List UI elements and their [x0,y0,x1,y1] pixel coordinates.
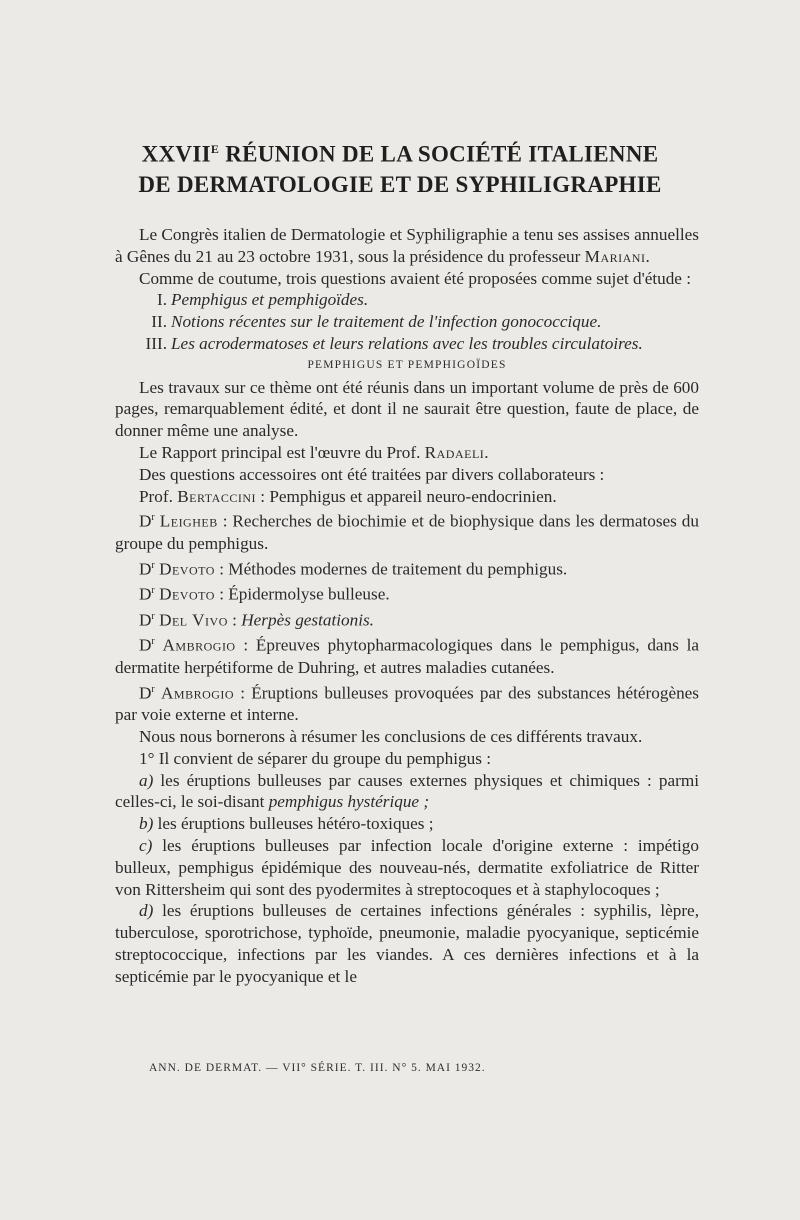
intro-paragraph-2: Comme de coutume, trois questions avaient été proposées comme sujet d'étude : [139,268,692,288]
question-number: II. [151,312,167,332]
dr-title: D [139,610,152,630]
dr-superscript: r [151,636,155,648]
contributor-topic: : Méthodes modernes de traitement du pemphigus. [214,559,568,579]
list-text: les éruptions bulleuses de certaines infections générales : syphilis, lèpre, tuberculose, sporotrichose, typhoïde, pneumonie, maladie pyocyanique, septicémie streptococcique, infections par les viandes. A ces dernières infections et à la septicémie par le pyocyanique et le [115,901,699,986]
section-paragraph-5: 1° Il convient de séparer du groupe du pemphigus : [139,748,491,768]
dr-title: D [139,512,152,532]
prof-title: Prof. [139,486,178,506]
contributor-ambrogio-2 [115,679,699,726]
list-item-a [115,770,699,814]
article-title [0,134,800,200]
intro-paragraph-1 [115,224,699,268]
title-superscript: E [210,142,220,156]
contributor-topic: : Épidermolyse bulleuse. [214,584,390,604]
intro-p1-text: Le Congrès italien de Dermatologie et Syphiligraphie a tenu ses assises annuelles à Gênes du 21 au 23 octobre 1931, sous la présidence du professeur [115,225,699,266]
author-name-radaeli: Radaeli [424,442,485,462]
section-p2-text: Le Rapport principal est l'œuvre du Prof. [139,442,425,462]
section-paragraph-3: Des questions accessoires ont été traitées par divers collaborateurs : [139,464,605,484]
dr-superscript: r [151,559,155,571]
question-text: Notions récentes sur le traitement de l'infection gonococcique. [171,312,602,332]
section-paragraph-4: Nous nous bornerons à résumer les conclusions de ces différents travaux. [139,726,643,746]
title-line-1-text: RÉUNION DE LA SOCIÉTÉ ITALIENNE [219,141,659,167]
section-heading: PEMPHIGUS ET PEMPHIGOÏDES [307,358,507,371]
list-item-d [115,900,699,987]
contributor-bertaccini [115,486,699,508]
dr-title: D [139,559,152,579]
section-paragraph-2 [115,442,699,464]
question-text: Les acrodermatoses et leurs relations avec les troubles circulatoires. [171,333,643,353]
list-text: les éruptions bulleuses hétéro-toxiques ; [153,814,434,834]
contributor-topic: : Éruptions bulleuses provoquées par des substances hétérogènes par voie externe et interne. [115,683,699,725]
title-line-1 [0,134,800,170]
dr-title: D [139,584,152,604]
question-number: I. [156,290,167,310]
contributor-devoto-1 [115,555,699,581]
contributor-name: Devoto [159,559,215,579]
dr-superscript: r [151,512,155,524]
list-text: les éruptions bulleuses par infection locale d'origine externe : impétigo bulleux, pemphigus épidémique des nouveau-nés, dermatite exfoliatrice de Ritter von Rittersheim qui sont des pyodermites à streptocoques et à staphylocoques ; [115,835,699,899]
contributor-name: Del Vivo [159,610,228,630]
contributor-topic: : Pemphigus et appareil neuro-endocrinien. [255,486,557,506]
dr-superscript: r [151,585,155,597]
contributor-name: Devoto [159,584,215,604]
question-text: Pemphigus et pemphigoïdes. [171,290,369,310]
contributor-topic: Herpès gestationis. [241,610,374,630]
article-body [115,224,699,988]
dr-superscript: r [151,683,155,695]
contributor-name: Bertaccini [177,486,256,506]
list-label: c) [139,835,153,855]
contributor-del-vivo [115,606,699,632]
title-roman-numeral: XXVII [141,141,211,167]
question-item-3 [115,333,699,355]
list-item-c [115,835,699,900]
question-number: III. [145,333,167,353]
separator: : [227,610,242,630]
dr-title: D [139,683,152,703]
author-name-mariani: Mariani [584,246,646,266]
list-text: les éruptions bulleuses par causes externes physiques et chimiques : parmi celles-ci, le soi-disant [115,770,699,812]
list-label: b) [139,814,154,834]
intro-p1-end: . [645,246,650,266]
section-paragraph-1: Les travaux sur ce thème ont été réunis dans un important volume de près de 600 pages, remarquablement édité, et dont il ne saurait être question, faute de place, de donner même une analyse. [115,377,699,441]
section-p2-end: . [484,442,489,462]
contributor-leigheb [115,507,699,554]
dr-superscript: r [151,610,155,622]
dr-title: D [139,636,152,656]
list-item-b [115,813,699,835]
page-footer: ANN. DE DERMAT. — VII° SÉRIE. T. III. N° 5. MAI 1932. [149,1062,486,1074]
list-label: a) [139,770,154,790]
title-line-2: DE DERMATOLOGIE ET DE SYPHILIGRAPHIE [138,171,662,197]
contributor-name: Ambrogio [160,683,235,703]
list-italic: pemphigus hystérique ; [268,792,430,812]
question-item-2 [115,311,699,333]
contributor-name: Ambrogio [162,636,236,656]
question-item-1 [115,289,699,311]
contributor-name: Leigheb [159,512,218,532]
contributor-topic: : Épreuves phytopharmacologiques dans le pemphigus, dans la dermatite herpétiforme de Duhring, et autres maladies cutanées. [115,636,699,677]
contributor-ambrogio-1 [115,631,699,678]
contributor-devoto-2 [115,580,699,606]
contributor-topic: : Recherches de biochimie et de biophysique dans les dermatoses du groupe du pemphigus. [115,512,699,553]
list-label: d) [139,901,154,921]
